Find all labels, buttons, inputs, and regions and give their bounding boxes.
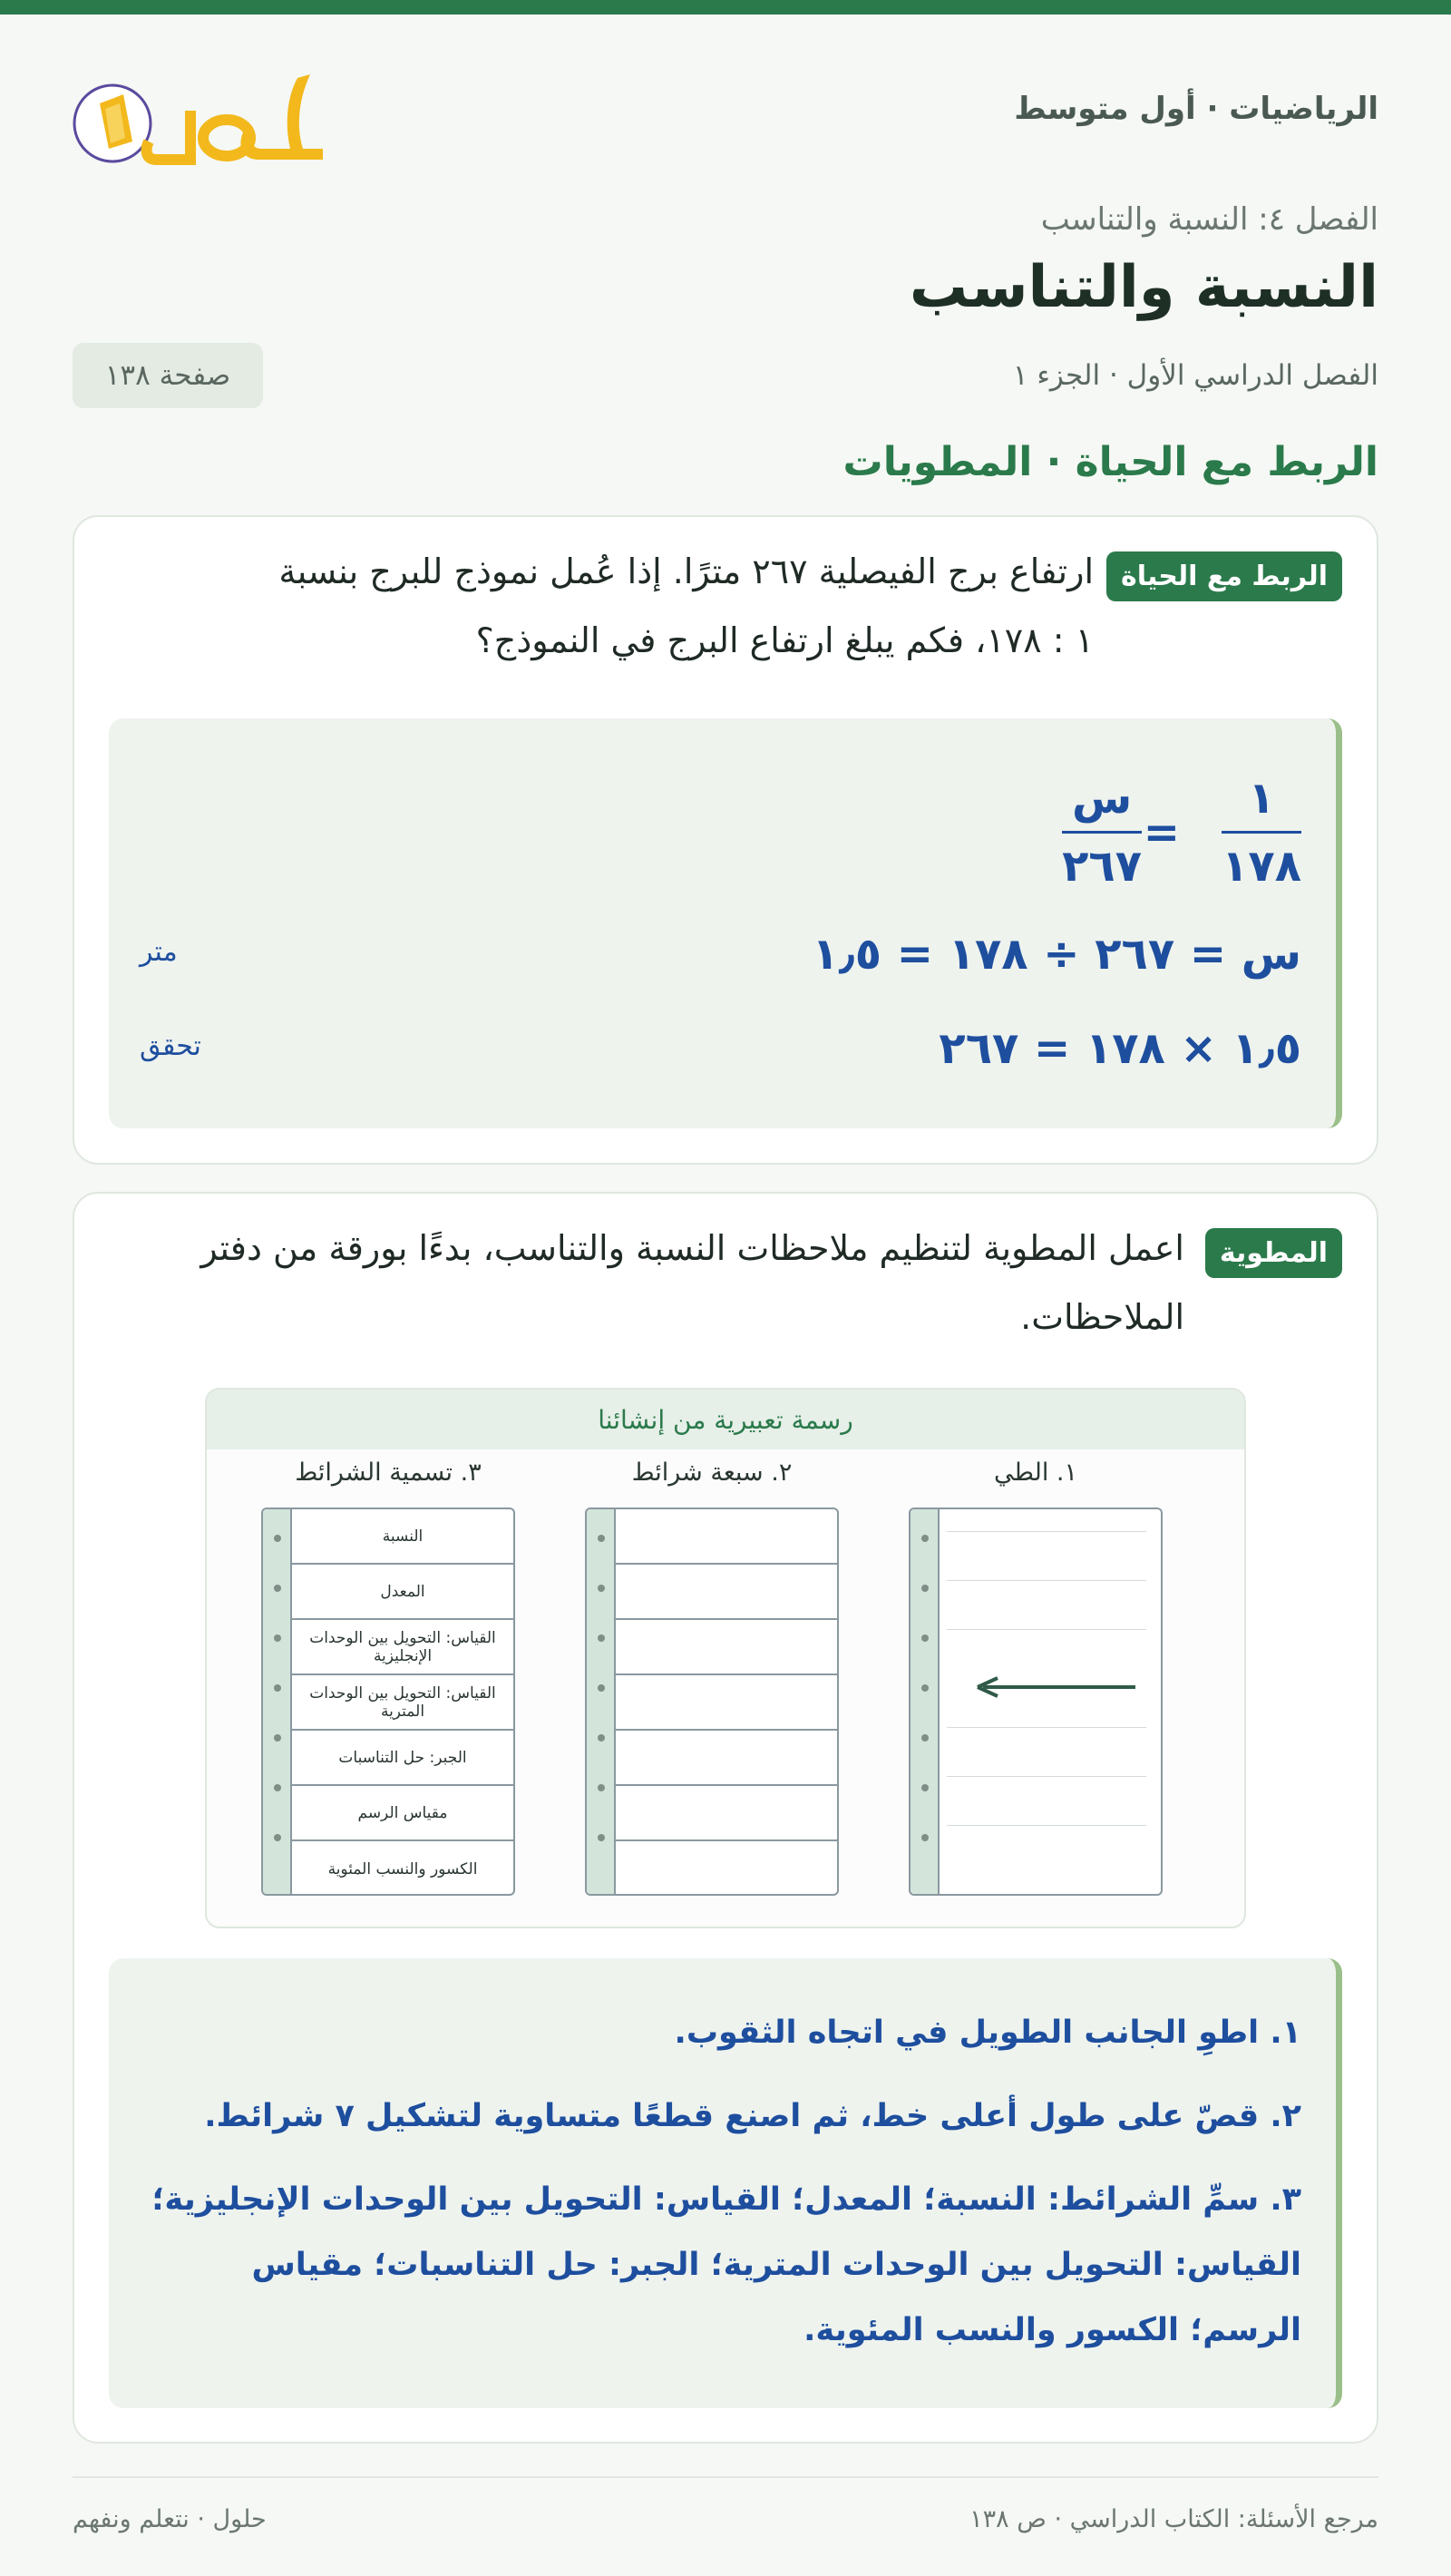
step-3-label: ٣. تسمية الشرائط: [295, 1459, 482, 1487]
fraction-bar: [1062, 831, 1142, 834]
empty-strip: [616, 1731, 837, 1786]
unit-note: متر: [140, 936, 178, 968]
strip-label: المعدل: [292, 1565, 513, 1620]
foldable-step-1: ١. اطوِ الجانب الطويل في اتجاه الثقوب.: [674, 2015, 1301, 2051]
fold-direction-arrow-icon: [976, 1676, 1139, 1698]
real-life-connection-card: [73, 515, 1378, 1165]
solution-step-divide: س = ٢٦٧ ÷ ١٧٨ = ١٫٥: [812, 929, 1301, 980]
hole: [598, 1684, 605, 1692]
binding-spine: [911, 1509, 940, 1894]
subject-title: الرياضيات · أول متوسط: [1014, 91, 1378, 127]
fraction-ratio: [1222, 773, 1301, 892]
page-footer: [73, 2476, 1378, 2560]
footer-reference: مرجع الأسئلة: الكتاب الدراسي · ص ١٣٨: [969, 2505, 1378, 2533]
question-line-2: ١ : ١٧٨، فكم يبلغ ارتفاع البرج في النموذج؟: [475, 620, 1094, 660]
page-number-badge: صفحة ١٣٨: [73, 343, 263, 408]
solution-box: [109, 718, 1342, 1128]
section-heading: الربط مع الحياة · المطويات: [842, 439, 1378, 485]
page-header: [73, 54, 1378, 172]
fraction-unknown-denominator: ٢٦٧: [1062, 841, 1142, 892]
empty-strip: [616, 1786, 837, 1841]
hole: [598, 1784, 605, 1791]
hole: [274, 1684, 281, 1692]
top-accent-bar: [0, 0, 1451, 15]
empty-strip: [616, 1565, 837, 1620]
hole: [598, 1834, 605, 1841]
fraction-unknown: [1062, 773, 1142, 892]
foldable-text-line-2: الملاحظات.: [1020, 1297, 1184, 1337]
check-note: تحقق: [140, 1030, 201, 1062]
foldable-diagram: [205, 1388, 1246, 1928]
step-2-fold: [585, 1508, 839, 1896]
foldable-tag: المطوية: [1205, 1228, 1342, 1278]
hole: [598, 1535, 605, 1542]
hole: [274, 1585, 281, 1592]
ruled-line: [947, 1727, 1146, 1728]
real-life-tag: الربط مع الحياة: [1106, 551, 1342, 601]
hole: [921, 1684, 929, 1692]
hole: [274, 1734, 281, 1742]
empty-strip: [616, 1509, 837, 1565]
hole: [598, 1634, 605, 1642]
fraction-ratio-denominator: ١٧٨: [1222, 841, 1301, 892]
footer-brand[interactable]: حلول · نتعلم ونفهم: [73, 2505, 267, 2533]
hole: [274, 1535, 281, 1542]
hole: [921, 1784, 929, 1791]
foldable-card: [73, 1192, 1378, 2444]
strip-label: الجبر: حل التناسبات: [292, 1731, 513, 1786]
page-title: النسبة والتناسب: [909, 254, 1378, 321]
step-3-fold: [261, 1508, 515, 1896]
ruled-line: [947, 1629, 1146, 1630]
foldable-step-3-line-3: الرسم؛ الكسور والنسب المئوية.: [803, 2312, 1301, 2348]
diagram-caption: رسمة تعبيرية من إنشائنا: [207, 1390, 1244, 1449]
ruled-line: [947, 1531, 1146, 1532]
hole: [274, 1784, 281, 1791]
solution-step-check: ١٫٥ × ١٧٨ = ٢٦٧: [939, 1023, 1301, 1074]
hole: [274, 1834, 281, 1841]
step-1-label: ١. الطي: [993, 1459, 1078, 1487]
question-line-1: ارتفاع برج الفيصلية ٢٦٧ مترًا. إذا عُمل نموذج للبرج بنسبة: [278, 551, 1094, 591]
foldable-step-3-line-1: ٣. سمِّ الشرائط: النسبة؛ المعدل؛ القياس: التحويل بين الوحدات الإنجليزية؛: [151, 2181, 1301, 2218]
hole: [274, 1634, 281, 1642]
chapter-label: الفصل ٤: النسبة والتناسب: [1040, 201, 1378, 238]
fraction-unknown-numerator: س: [1071, 773, 1133, 824]
foldable-step-3-line-2: القياس: التحويل بين الوحدات المترية؛ الجبر: حل التناسبات؛ مقياس: [251, 2247, 1301, 2283]
hole: [921, 1834, 929, 1841]
strip-label: الكسور والنسب المئوية: [327, 1859, 478, 1878]
hole: [921, 1535, 929, 1542]
semester-label: الفصل الدراسي الأول · الجزء ١: [1012, 359, 1378, 392]
foldable-steps-box: [109, 1958, 1342, 2408]
binding-spine: [263, 1509, 292, 1894]
empty-strip: [616, 1675, 837, 1731]
strip-label: القياس: التحويل بين الوحدات الإنجليزية: [292, 1620, 513, 1675]
hole: [598, 1734, 605, 1742]
step-2-label: ٢. سبعة شرائط: [631, 1459, 793, 1487]
empty-strip: [616, 1841, 837, 1896]
hole: [598, 1585, 605, 1592]
foldable-step-2: ٢. قصّ على طول أعلى خط، ثم اصنع قطعًا متساوية لتشكيل ٧ شرائط.: [204, 2098, 1301, 2134]
ruled-line: [947, 1776, 1146, 1777]
empty-strip: [616, 1620, 837, 1675]
fraction-ratio-numerator: ١: [1248, 773, 1275, 824]
binding-spine: [587, 1509, 616, 1894]
step-1-fold: [909, 1508, 1163, 1896]
fraction-bar: [1222, 831, 1301, 834]
strip-label: القياس: التحويل بين الوحدات المترية: [292, 1675, 513, 1731]
hole: [921, 1585, 929, 1592]
equals-sign: =: [1143, 807, 1180, 858]
ruled-line: [947, 1580, 1146, 1581]
strip-label: النسبة: [292, 1509, 513, 1565]
hole: [921, 1734, 929, 1742]
hulul-logo[interactable]: [73, 62, 345, 171]
ruled-line: [947, 1825, 1146, 1826]
strip-label: مقياس الرسم: [292, 1786, 513, 1841]
foldable-text-line-1: اعمل المطوية لتنظيم ملاحظات النسبة والتناسب، بدءًا بورقة من دفتر: [200, 1228, 1184, 1268]
hole: [921, 1634, 929, 1642]
